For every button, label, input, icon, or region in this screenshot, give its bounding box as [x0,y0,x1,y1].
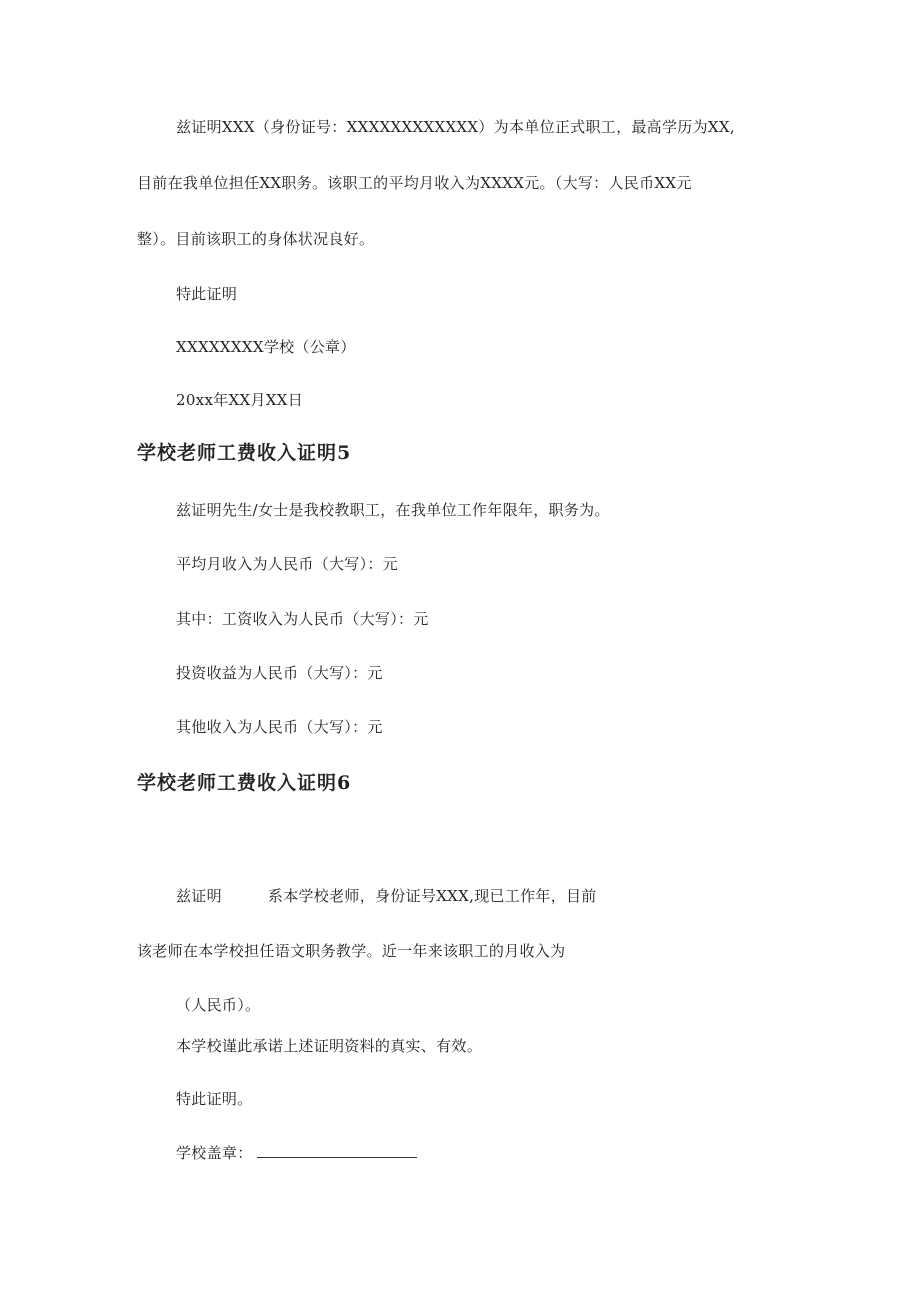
s4-date: 20xx年XX月XX日 [176,391,304,409]
s6-line-3: （人民币）。 [176,996,261,1014]
s5-line-2: 平均月收入为人民币（大写）：元 [176,555,399,573]
s4-closing: 特此证明 [176,285,238,303]
s6-seal-row [176,1141,417,1164]
s4-paragraph-line-1: 兹证明XXX（身份证号：XXXXXXXXXXXX）为本单位正式职工，最高学历为XX, [176,118,735,136]
s6-line-2: 该老师在本学校担任语文职务教学。近一年来该职工的月收入为 [137,942,566,960]
s4-paragraph-line-3: 整）。目前该职工的身体状况良好。 [137,230,375,248]
s6-heading: 学校老师工费收入证明6 [137,772,352,794]
s4-organization-seal: XXXXXXXX学校（公章） [176,338,356,356]
s6-line-1-rest: 系本学校老师，身份证号XXX,现已工作年，目前 [267,887,597,905]
s5-line-5: 其他收入为人民币（大写）：元 [176,718,383,736]
s5-heading: 学校老师工费收入证明5 [137,442,352,464]
s5-line-1: 兹证明先生/女士是我校教职工，在我单位工作年限年，职务为。 [176,501,610,519]
s6-line-4: 本学校谨此承诺上述证明资料的真实、有效。 [176,1037,483,1055]
s6-line-1-start: 兹证明 [176,887,222,905]
seal-signature-blank [257,1141,417,1158]
s5-line-4: 投资收益为人民币（大写）：元 [176,664,383,682]
s4-paragraph-line-2: 目前在我单位担任XX职务。该职工的平均月收入为XXXX元。（大写：人民币XX元 [137,174,692,192]
s6-line-1 [176,885,597,907]
s6-closing: 特此证明。 [176,1090,253,1108]
s5-line-3: 其中：工资收入为人民币（大写）：元 [176,610,429,628]
s6-seal-label: 学校盖章： [176,1144,253,1162]
